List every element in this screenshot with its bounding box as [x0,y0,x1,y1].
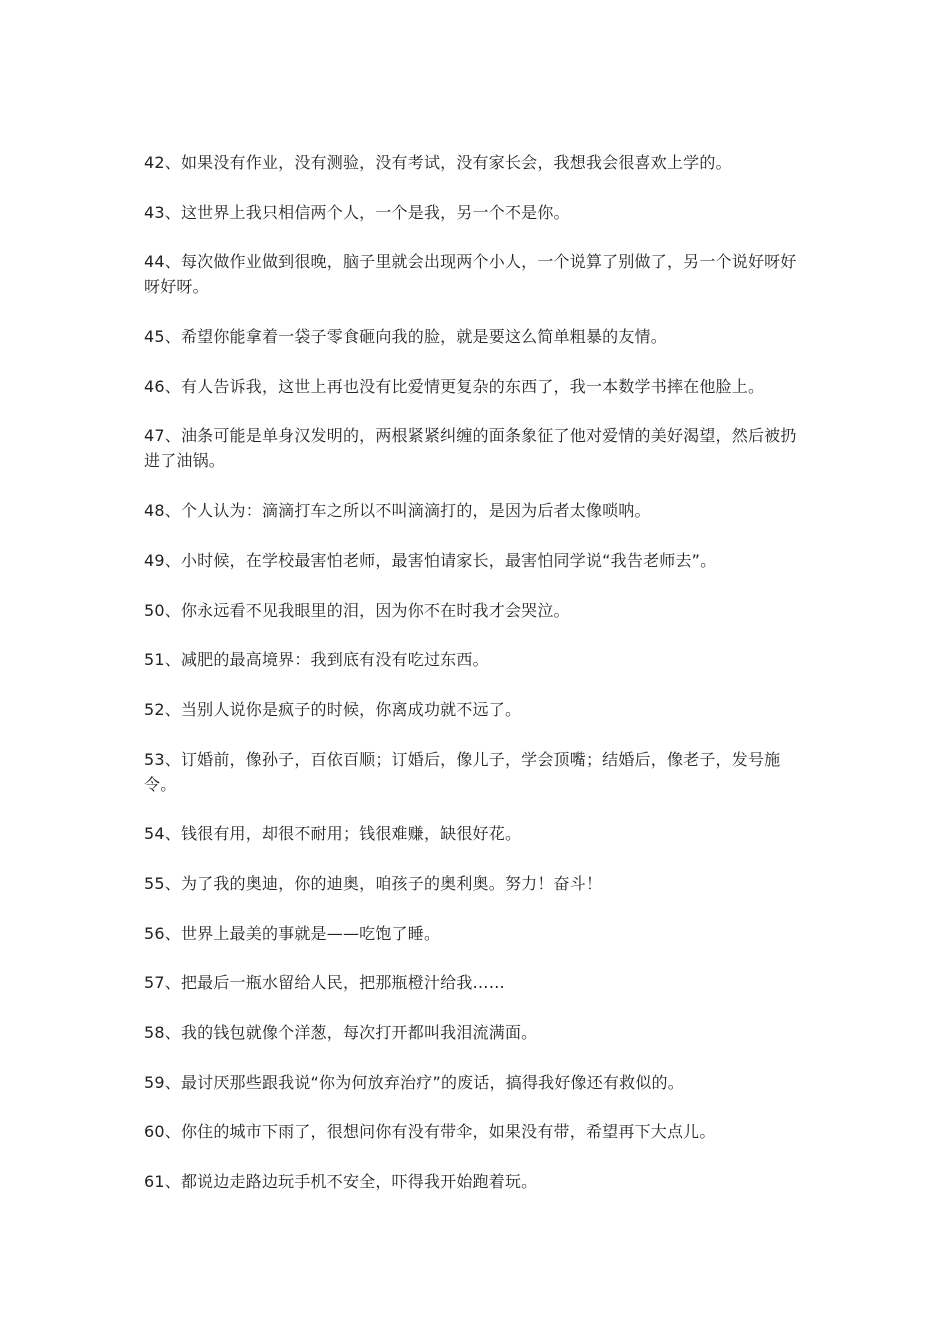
list-item-52: 52、当别人说你是疯子的时候，你离成功就不远了。 [144,699,522,719]
list-item-57: 57、把最后一瓶水留给人民，把那瓶橙汁给我…… [144,973,505,993]
list-item-60: 60、你住的城市下雨了，很想问你有没有带伞，如果没有带，希望再下大点儿。 [144,1122,716,1142]
list-item-49: 49、小时候，在学校最害怕老师，最害怕请家长，最害怕同学说“我告老师去”。 [144,550,717,570]
list-item-58: 58、我的钱包就像个洋葱，每次打开都叫我泪流满面。 [144,1023,538,1042]
list-item-54: 54、钱很有用，却很不耐用；钱很难赚，缺很好花。 [144,824,522,844]
list-item-48: 48、个人认为：滴滴打车之所以不叫滴滴打的，是因为后者太像唢呐。 [144,501,651,521]
joke-list [144,150,806,1219]
list-item-53: 53、订婚前，像孙子，百依百顺；订婚后，像儿子，学会顶嘴；结婚后，像老子，发号施令。 [144,749,781,794]
list-item-55: 55、为了我的奥迪，你的迪奥，咱孩子的奥利奥。努力！奋斗！ [144,873,603,893]
list-item-45: 45、希望你能拿着一袋子零食砸向我的脸，就是要这么简单粗暴的友情。 [144,327,667,347]
list-item-61: 61、都说边走路边玩手机不安全，吓得我开始跑着玩。 [144,1172,538,1192]
list-item-59: 59、最讨厌那些跟我说“你为何放弃治疗”的废话，搞得我好像还有救似的。 [144,1072,684,1092]
list-item-44: 44、每次做作业做到很晚，脑子里就会出现两个小人，一个说算了别做了，另一个说好呀好呀好呀。 [144,252,797,297]
list-item-46: 46、有人告诉我，这世上再也没有比爱情更复杂的东西了，我一本数学书摔在他脸上。 [144,376,765,396]
list-item-42: 42、如果没有作业，没有测验，没有考试，没有家长会，我想我会很喜欢上学的。 [144,153,732,172]
list-item-56: 56、世界上最美的事就是——吃饱了睡。 [144,923,441,943]
list-item-47: 47、油条可能是单身汉发明的，两根紧紧纠缠的面条象征了他对爱情的美好渴望，然后被扔进了油锅。 [144,426,797,471]
list-item-43: 43、这世界上我只相信两个人，一个是我，另一个不是你。 [144,202,570,222]
list-item-50: 50、你永远看不见我眼里的泪，因为你不在时我才会哭泣。 [144,600,570,620]
list-item-51: 51、减肥的最高境界：我到底有没有吃过东西。 [144,650,489,670]
